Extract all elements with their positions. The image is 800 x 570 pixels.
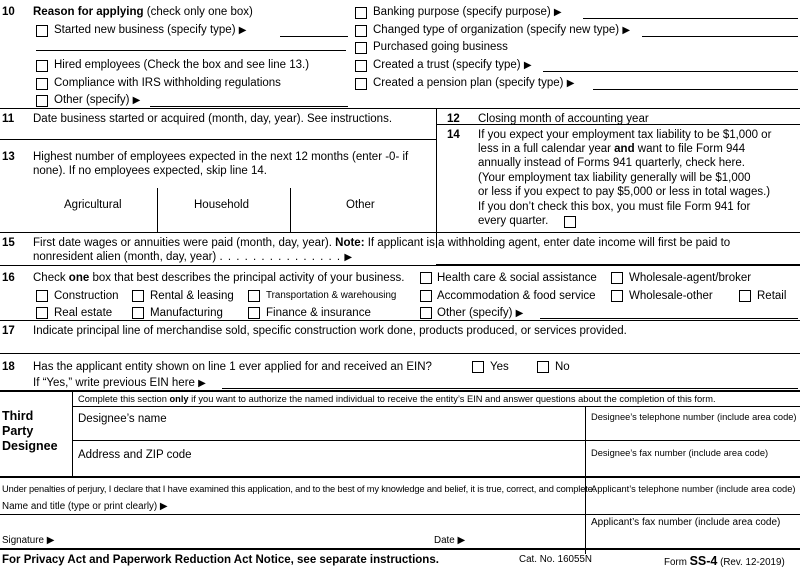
hired-employees-label: Hired employees (Check the box and see line 13.) bbox=[54, 59, 310, 71]
banking-purpose-label: Banking purpose (specify purpose) ▶ bbox=[373, 6, 562, 18]
finance-insurance-checkbox[interactable] bbox=[248, 307, 260, 319]
divider bbox=[72, 391, 73, 476]
previous-ein-label: If “Yes,” write previous EIN here ▶ bbox=[33, 377, 206, 389]
wholesale-agent-label: Wholesale-agent/broker bbox=[629, 272, 752, 284]
created-trust-label: Created a trust (specify type) ▶ bbox=[373, 59, 532, 71]
ein-no-checkbox[interactable] bbox=[537, 361, 549, 373]
wholesale-other-checkbox[interactable] bbox=[611, 290, 623, 302]
designee-address-input[interactable] bbox=[0, 476, 800, 478]
divider bbox=[436, 108, 437, 248]
arrow-icon: ▶ bbox=[457, 535, 466, 546]
line-14-text-7: every quarter. bbox=[478, 215, 549, 227]
line-12-label: Closing month of accounting year bbox=[478, 113, 649, 125]
designee-address-label: Address and ZIP code bbox=[78, 449, 192, 461]
divider bbox=[290, 188, 291, 232]
name-title-input[interactable] bbox=[0, 514, 800, 515]
wholesale-agent-checkbox[interactable] bbox=[611, 272, 623, 284]
compliance-irs-label: Compliance with IRS withholding regulations bbox=[54, 77, 281, 89]
signature-label: Signature ▶ bbox=[2, 535, 55, 546]
line-14-text-5: or less if you expect to pay $5,000 or less in total wages.) bbox=[478, 186, 771, 198]
other-column-label: Other bbox=[346, 199, 375, 211]
banking-purpose-line[interactable] bbox=[583, 18, 798, 19]
line-18-number: 18 bbox=[2, 361, 15, 373]
line-18-question: Has the applicant entity shown on line 1 ever applied for and received an EIN? bbox=[33, 361, 432, 373]
started-new-business-line-2[interactable] bbox=[36, 50, 346, 51]
household-column-label: Household bbox=[194, 199, 249, 211]
rental-leasing-checkbox[interactable] bbox=[132, 290, 144, 302]
designee-fax-label: Designee’s fax number (include area code) bbox=[591, 448, 769, 458]
line-17-input[interactable] bbox=[0, 353, 800, 354]
arrow-icon: ▶ bbox=[159, 501, 168, 512]
third-party-heading-3: Designee bbox=[2, 439, 58, 453]
divider bbox=[0, 390, 800, 392]
line-10-title: Reason for applying bbox=[33, 6, 144, 18]
line-11-input[interactable] bbox=[0, 139, 436, 140]
purchased-business-label: Purchased going business bbox=[373, 41, 508, 53]
started-new-business-checkbox[interactable] bbox=[36, 25, 48, 37]
divider bbox=[0, 265, 800, 266]
banking-purpose-checkbox[interactable] bbox=[355, 7, 367, 19]
started-new-business-label: Started new business (specify type) ▶ bbox=[54, 24, 247, 36]
previous-ein-input[interactable] bbox=[222, 388, 798, 389]
line-15-number: 15 bbox=[2, 237, 15, 249]
construction-checkbox[interactable] bbox=[36, 290, 48, 302]
accommodation-label: Accommodation & food service bbox=[437, 290, 596, 302]
divider bbox=[72, 406, 800, 407]
created-trust-line[interactable] bbox=[543, 71, 798, 72]
purchased-business-checkbox[interactable] bbox=[355, 42, 367, 54]
agricultural-column-label: Agricultural bbox=[64, 199, 122, 211]
retail-label: Retail bbox=[757, 290, 787, 302]
manufacturing-checkbox[interactable] bbox=[132, 307, 144, 319]
divider bbox=[157, 188, 158, 232]
transportation-label: Transportation & warehousing bbox=[266, 290, 397, 301]
line-15-text-1: First date wages or annuities were paid (month, day, year). Note: If applicant is a withholding agent, enter date income will first be paid to bbox=[33, 237, 731, 249]
wholesale-other-label: Wholesale-other bbox=[629, 290, 713, 302]
line-17-number: 17 bbox=[2, 325, 15, 337]
line-16-number: 16 bbox=[2, 272, 15, 284]
privacy-notice: For Privacy Act and Paperwork Reduction Act Notice, see separate instructions. bbox=[2, 554, 439, 566]
arrow-icon: ▶ bbox=[198, 378, 206, 389]
perjury-statement: Under penalties of perjury, I declare that I have examined this application, and to the best of my knowledge and belief, it is true, correct, and complete. bbox=[2, 484, 596, 494]
applicant-phone-label: Applicant’s telephone number (include area code) bbox=[591, 484, 796, 494]
line-13-text-1: Highest number of employees expected in the next 12 months (enter -0- if bbox=[33, 151, 409, 163]
real-estate-checkbox[interactable] bbox=[36, 307, 48, 319]
health-care-checkbox[interactable] bbox=[420, 272, 432, 284]
started-new-business-line[interactable] bbox=[280, 36, 348, 37]
divider bbox=[0, 232, 800, 233]
line-11-label: Date business started or acquired (month, day, year). See instructions. bbox=[33, 113, 393, 125]
hired-employees-checkbox[interactable] bbox=[36, 60, 48, 72]
retail-checkbox[interactable] bbox=[739, 290, 751, 302]
applicant-fax-label: Applicant’s fax number (include area code) bbox=[591, 517, 781, 528]
other-activity-line[interactable] bbox=[540, 318, 798, 319]
line-17-label: Indicate principal line of merchandise sold, specific construction work done, products produced, or services provided. bbox=[33, 325, 627, 337]
changed-organization-line[interactable] bbox=[642, 36, 798, 37]
form-identifier: Form SS-4 (Rev. 12-2019) bbox=[664, 554, 785, 568]
line-10-heading bbox=[33, 5, 253, 19]
line-15-text-2: nonresident alien (month, day, year) . . . . . . . . . . . . . . . ▶ bbox=[33, 251, 353, 263]
arrow-icon: ▶ bbox=[238, 25, 247, 36]
ein-yes-label: Yes bbox=[490, 361, 509, 373]
arrow-icon: ▶ bbox=[523, 60, 532, 71]
name-title-label: Name and title (type or print clearly) ▶ bbox=[2, 501, 168, 512]
ein-yes-checkbox[interactable] bbox=[472, 361, 484, 373]
divider bbox=[585, 406, 586, 554]
arrow-icon: ▶ bbox=[46, 535, 55, 546]
other-activity-checkbox[interactable] bbox=[420, 307, 432, 319]
ein-no-label: No bbox=[555, 361, 570, 373]
line-14-text-3: annually instead of Forms 941 quarterly, check here. bbox=[478, 157, 745, 169]
other-reason-line[interactable] bbox=[150, 106, 348, 107]
line-14-number: 14 bbox=[447, 129, 460, 141]
designee-name-input[interactable] bbox=[72, 440, 800, 441]
finance-insurance-label: Finance & insurance bbox=[266, 307, 371, 319]
line-14-text-2: less in a full calendar year and want to file Form 944 bbox=[478, 143, 746, 155]
rental-leasing-label: Rental & leasing bbox=[150, 290, 234, 302]
arrow-icon: ▶ bbox=[344, 252, 353, 263]
line-16-label: Check one box that best describes the principal activity of your business. bbox=[33, 272, 405, 284]
line-10-title-note: (check only one box) bbox=[143, 6, 253, 18]
divider bbox=[0, 320, 800, 321]
line-14-text-1: If you expect your employment tax liability to be $1,000 or bbox=[478, 129, 772, 141]
manufacturing-label: Manufacturing bbox=[150, 307, 223, 319]
third-party-intro: Complete this section only if you want to authorize the named individual to receive the entity’s EIN and answer questions about the completion of this form. bbox=[78, 394, 716, 404]
pension-plan-checkbox[interactable] bbox=[355, 78, 367, 90]
accommodation-checkbox[interactable] bbox=[420, 290, 432, 302]
line-10-number: 10 bbox=[2, 6, 15, 18]
catalog-number: Cat. No. 16055N bbox=[519, 554, 592, 565]
other-reason-checkbox[interactable] bbox=[36, 95, 48, 107]
health-care-label: Health care & social assistance bbox=[437, 272, 597, 284]
line-13-number: 13 bbox=[2, 151, 15, 163]
changed-organization-label: Changed type of organization (specify new type) ▶ bbox=[373, 24, 631, 36]
designee-name-label: Designee’s name bbox=[78, 413, 167, 425]
changed-organization-checkbox[interactable] bbox=[355, 25, 367, 37]
arrow-icon: ▶ bbox=[515, 308, 524, 319]
compliance-irs-checkbox[interactable] bbox=[36, 78, 48, 90]
form-944-checkbox[interactable] bbox=[564, 216, 576, 228]
other-activity-label: Other (specify) ▶ bbox=[437, 307, 524, 319]
construction-label: Construction bbox=[54, 290, 119, 302]
line-14-text-4: (Your employment tax liability generally will be $1,000 bbox=[478, 172, 751, 184]
designee-phone-label: Designee’s telephone number (include area code) bbox=[591, 412, 797, 422]
pension-plan-line[interactable] bbox=[593, 89, 798, 90]
line-12-input[interactable] bbox=[436, 124, 800, 125]
other-reason-label: Other (specify) ▶ bbox=[54, 94, 141, 106]
third-party-heading-2: Party bbox=[2, 424, 34, 438]
signature-input[interactable] bbox=[0, 548, 800, 550]
created-trust-checkbox[interactable] bbox=[355, 60, 367, 72]
arrow-icon: ▶ bbox=[553, 7, 562, 18]
arrow-icon: ▶ bbox=[622, 25, 631, 36]
third-party-heading-1: Third bbox=[2, 409, 34, 423]
transportation-checkbox[interactable] bbox=[248, 290, 260, 302]
arrow-icon: ▶ bbox=[566, 78, 575, 89]
real-estate-label: Real estate bbox=[54, 307, 113, 319]
date-label: Date ▶ bbox=[434, 535, 466, 546]
divider bbox=[0, 108, 800, 109]
line-13-text-2: none). If no employees expected, skip line 14. bbox=[33, 165, 267, 177]
pension-plan-label: Created a pension plan (specify type) ▶ bbox=[373, 77, 575, 89]
line-11-number: 11 bbox=[2, 113, 15, 125]
line-12-number: 12 bbox=[447, 113, 460, 125]
arrow-icon: ▶ bbox=[132, 95, 141, 106]
line-14-text-6: If you don’t check this box, you must file Form 941 for bbox=[478, 201, 751, 213]
